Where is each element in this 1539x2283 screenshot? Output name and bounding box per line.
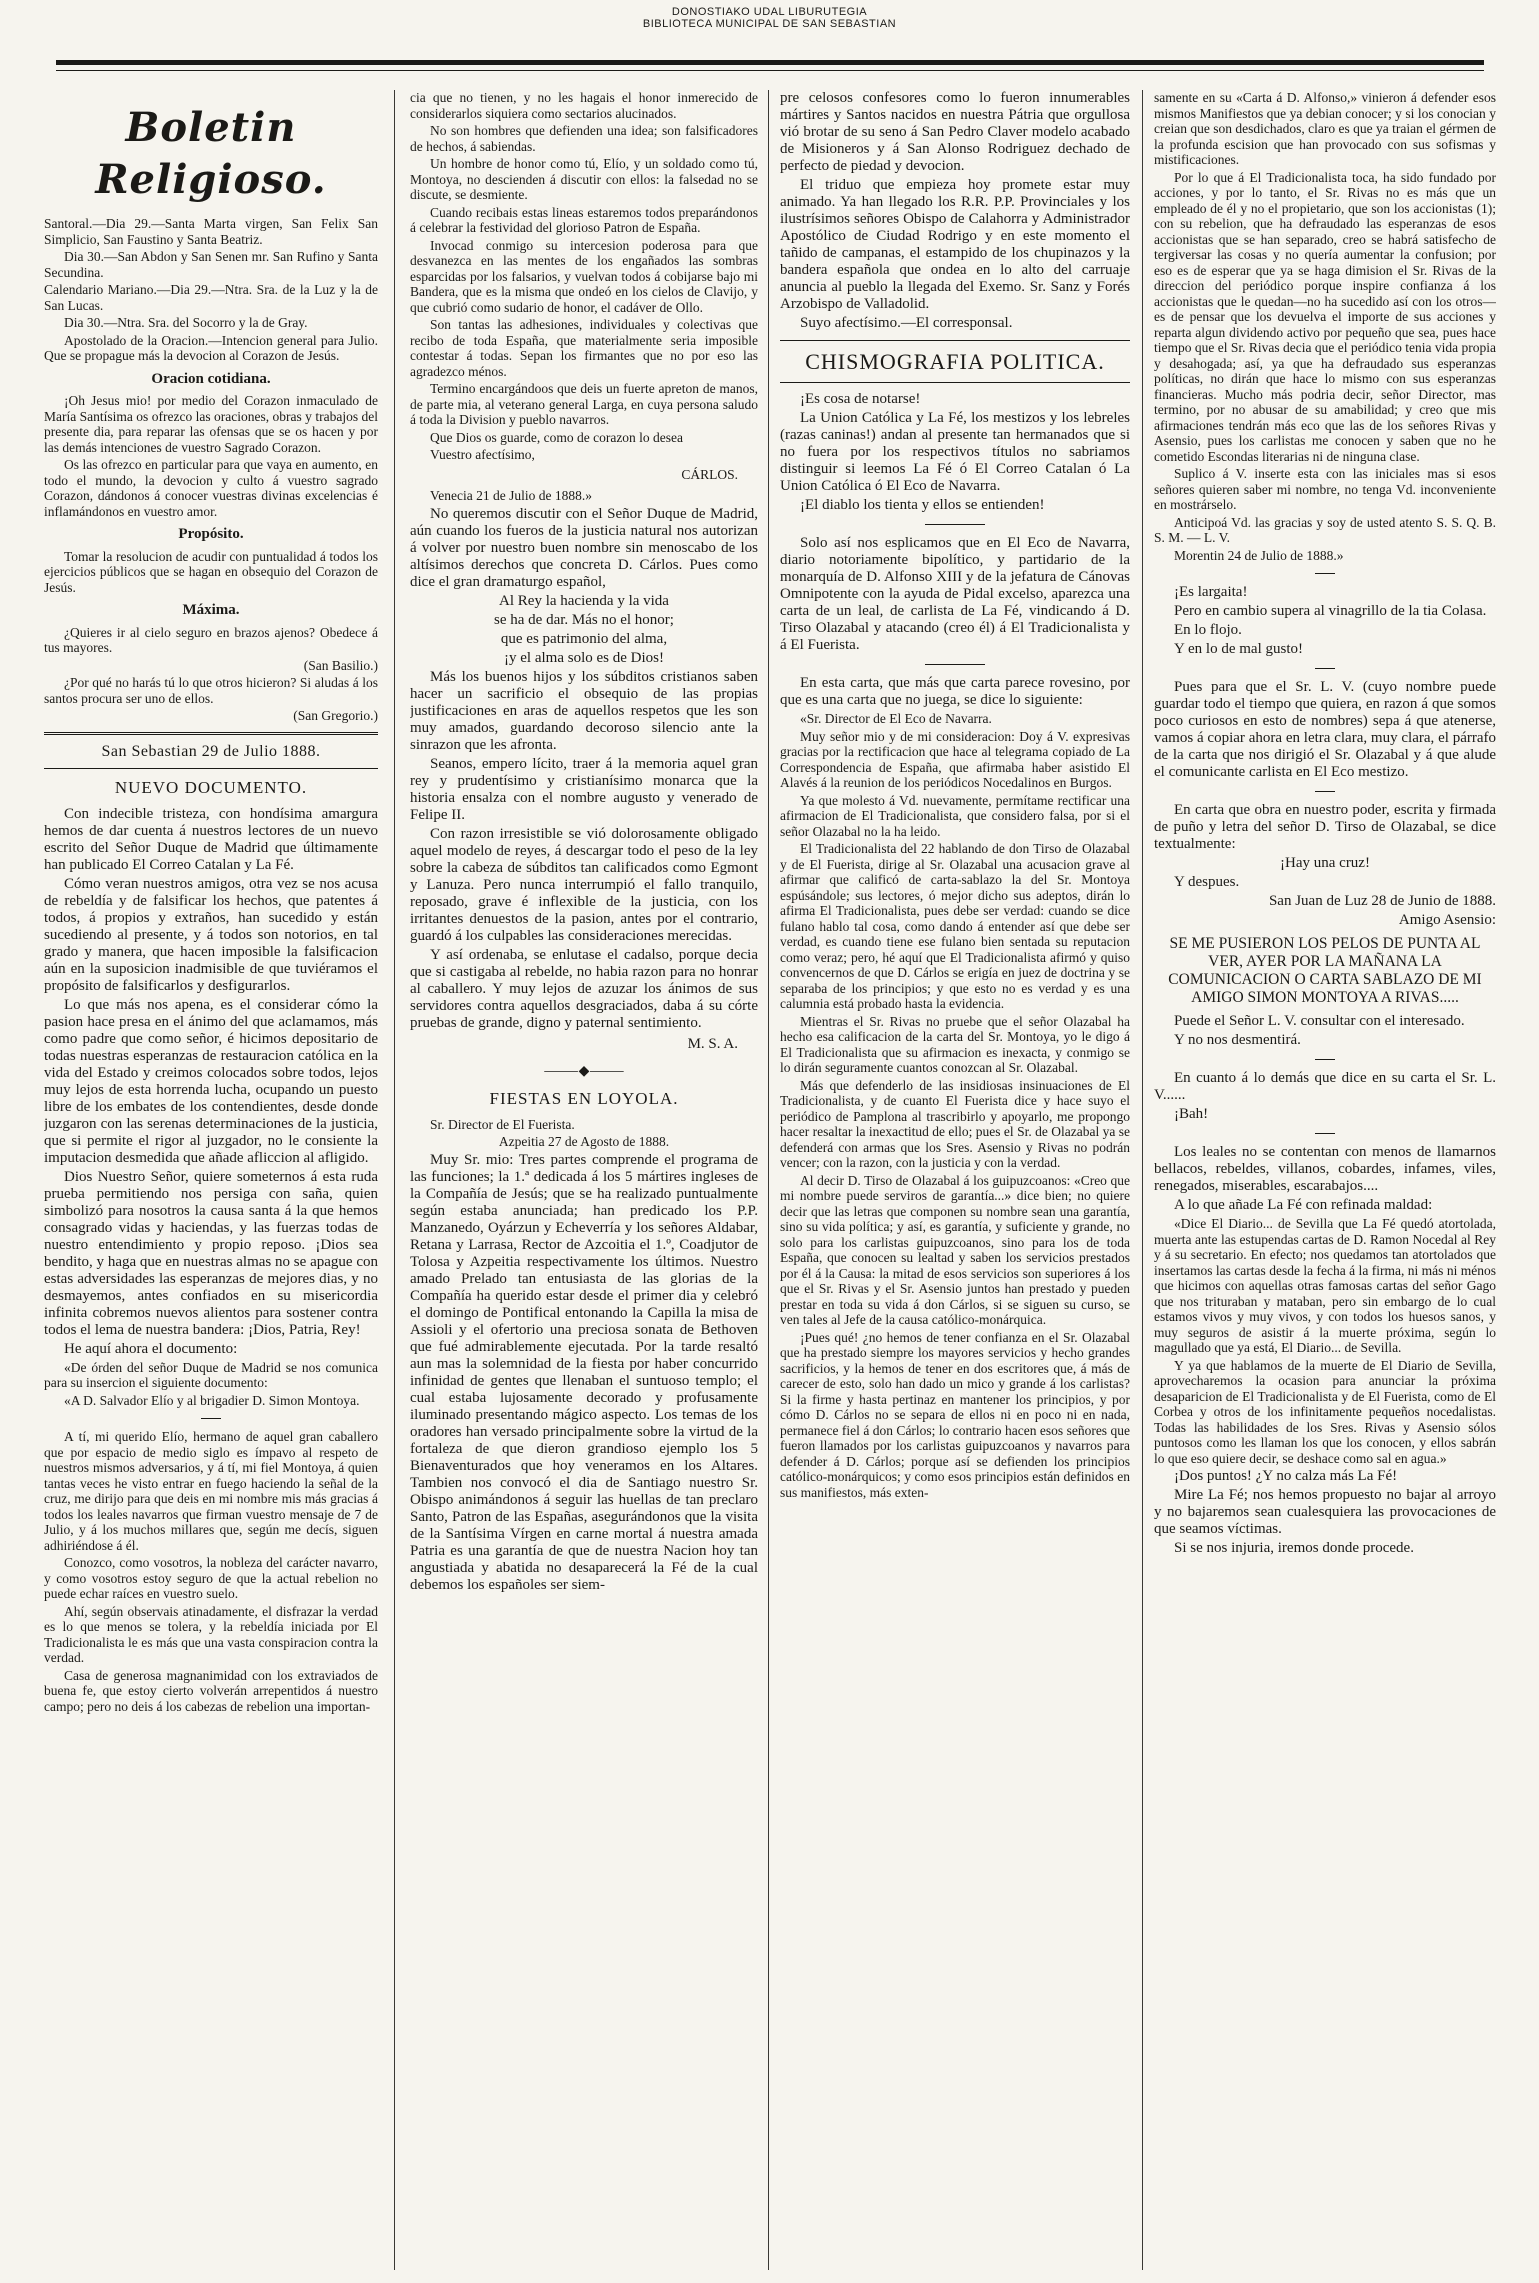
verse-3: que es patrimonio del alma,	[500, 630, 668, 647]
col3-p2: El triduo que empieza hoy promete estar muy animado. Ya han llegado los R.R. P.P. Provinciales y los ilustrísimos señores Obispo de Calahorra y Administrador Apostólico de Ciudad Rodrigo y en este momento el tañido de campanas, el estampido de los chupinazos y la bandera española que ondea en lo alto del carruaje anuncia al pueblo la llegada del Exemo. Sr. Sanz y Forés Arzobispo de Valladolid.	[780, 177, 1130, 312]
top-rule	[56, 60, 1484, 65]
doc-p6: Casa de generosa magnanimidad con los extraviados de buena fe, que estoy cierto volverán arrepentidos á nuestro campo; pero no deis á los cabezas de rebelion una importan-	[44, 1667, 378, 1714]
nuevo-p2: Cómo veran nuestros amigos, otra vez se nos acusa de rebeldía y de falsificar los hechos, que patentes á todos, á propios y extraños, han sucedido y están sucediendo al presente, y á todos son notorios, en tal grado y manera, que hacen imposible la falsificacion aún en la suposicion inadmisible de que tuviéramos el propósito de falsificarlos y desfigurarlos.	[44, 875, 378, 994]
nuevo-p4: Dios Nuestro Señor, quiere someternos á esta ruda prueba permitiendo nos persiga con saña, quien simbolizó para nosotros la causa santa á la que hemos consagrado vidas y haciendas, y las fuerzas todas de nuestro entendimiento y propio reposo. ¡Dios sea bendito, y haga que en nuestras almas no se apague con estas adversidades las esperanzas de mejores dias, y no desmayemos, antes confiados en su misericordia infinita cobremos nuevos alientos para sostener contra todos el lema de nuestra bandera: ¡Dios, Patria, Rey!	[44, 1168, 378, 1338]
dateline: San Sebastian 29 de Julio 1888.	[101, 742, 321, 760]
col4-p20: ¡Bah!	[1174, 1106, 1209, 1122]
santoral: Santoral.—Dia 29.—Santa Marta virgen, San Felix San Simplicio, San Faustino y Santa Beatriz.	[44, 216, 378, 247]
col3-p4: ¡Es cosa de notarse!	[800, 391, 921, 407]
col2-p12: Seanos, empero lícito, traer á la memoria aquel gran rey y prudentísimo y cristianísimo monarca que la historia ensalza con el nombre augusto y venerado de Felipe II.	[410, 755, 758, 823]
verse-1: Al Rey la hacienda y la vida	[499, 592, 669, 609]
section-divider	[780, 382, 1130, 383]
fiestas-p1: Muy Sr. mio: Tres partes comprende el programa de las funciones; la 1.ª dedicada á los 5 mártires ingleses de la Compañía de Jesús; que se ha realizado puntualmente según estaba anunciada; han predicado los P.P. Manzanedo, Oyárzun y Echeverría y los señores Aldabar, Retana y Larrasa, Rector de Azcoitia el 1.º, Coadjutor de Tolosa y Azpeitia respectivamente los últimos. Nuestro amado Prelado tan entusiasta de las glorias de la Compañía ha querido estar desde el primer dia y celebró el domingo de Pontifical entonando la Capilla la misa de Assioli y el ofertorio una preciosa sonata de Bethoven que fué admirablemente ejecutada. Por la tarde resaltó aun mas la solemnidad de la fiesta por haber concurrido infinidad de gentes que llenaban el suntuoso templo; el cual estaba lujosamente decorado y profusamente iluminado presentando mágico aspecto. Los temas de los oradores han versado principalmente sobre la virtud de la fortaleza de que dieron grandioso ejemplo los 5 Bienaventurados que hoy veneramos en los Altares. Tambien nos convocó el dia de Santiago nuestro Sr. Obispo animándonos á seguir las huellas de tan preclaro Santo, Patron de las Españas, asegurándonos que la visita de la Santísima Vírgen en carne mortal á nuestra amada Patria es una garantía de que de nuestra Nacion hoy tan angustiada y abatida no desaparecerá la Fé de la cual debemos los españoles ser siem-	[410, 1151, 758, 1593]
fiestas-title: FIESTAS EN LOYOLA.	[489, 1088, 679, 1108]
column-separator	[394, 90, 395, 2270]
doc-p3: A tí, mi querido Elío, hermano de aquel gran caballero que por espacio de medio siglo es ímpavo al respeto de nuestros mismos adversarios, y á tí, mi fiel Montoya, á quien tantas veces he visto entrar en fuego haciendo la señal de la cruz, me dirijo para que deis en mi nombre mis más gracias á todos los leales navarros que firman vuestro mensaje de 7 de Julio, y á los muchos millares que, según me decís, siguen adhiriéndose á él.	[44, 1429, 378, 1553]
ornament-divider: ⸻◆⸻	[543, 1063, 625, 1079]
col4-p13: Y despues.	[1174, 874, 1240, 890]
apostolado: Apostolado de la Oracion.—Intencion general para Julio. Que se propague más la devocion al Corazon de Jesús.	[44, 332, 378, 363]
col4-p23: «Dice El Diario... de Sevilla que La Fé quedó atortolada, muerta ante las estupendas cartas de D. Ramon Nocedal al Rey y á su secretario. En efecto; nos quedamos tan atortolados que insertamos las cartas desde la fecha á la firma, ni más ni ménos que hicimos con aquellas otras famosas cartas del señor Gago que nos trituraban y mataban, pero sin embargo de lo cual estamos vivos y muy vivos, y con todos los huesos sanos, y muy seguros de asistir á la muerte próxima, según lo magullado que ya está, El Diario... de Sevilla.	[1154, 1216, 1496, 1355]
calendario-mariano: Calendario Mariano.—Dia 29.—Ntra. Sra. de la Luz y la de San Lucas.	[44, 282, 378, 313]
col3-p14: Más que defenderlo de las insidiosas insinuaciones de El Tradicionalista, y de cuanto El Fuerista dice y hace suyo el periódico de Pamplona al trascribirlo y apoyarlo, me propongo hacer resaltar la inexactitud de ello; pues el Sr. de Olazabal ya se defenderá con armas que los Sres. Asensio y Rivas no podrán vencer; con la razon, con la justicia y con la verdad.	[780, 1077, 1130, 1170]
maxima-q1: ¿Quieres ir al cielo seguro en brazos ajenos? Obedece á tus mayores.	[44, 624, 378, 655]
col4-p12: ¡Hay una cruz!	[1280, 855, 1370, 871]
short-divider	[1315, 1059, 1335, 1060]
col3-p9: «Sr. Director de El Eco de Navarra.	[800, 711, 992, 726]
col4-p10: Pues para que el Sr. L. V. (cuyo nombre puede guardar todo el tiempo que quiera, en razon á que somos poco curiosos en esto de nombres) sepa á que atenerse, vamos á copiar ahora en letra clara, muy clara, el párrafo de la carta que nos dirigió el Sr. Olazabal y á que alude el comunicante carlista en El Eco mestizo.	[1154, 679, 1496, 780]
col4-p19: En cuanto á lo demás que dice en su carta el Sr. L. V......	[1154, 1070, 1496, 1103]
col3-p3: Suyo afectísimo.—El corresponsal.	[800, 315, 1013, 331]
col2-initials: M. S. A.	[687, 1035, 738, 1052]
col2-p11: Más los buenos hijos y los súbditos cristianos saben hacer un sacrificio el obsequio de las propias justificaciones en aras de aquellos respetos que les son muy amados, guardando decoroso silencio ante la sinrazon que les afronta.	[410, 668, 758, 753]
maxima-q2: ¿Por qué no harás tú lo que otros hicieron? Si aludas á los santos procura ser uno de ellos.	[44, 675, 378, 706]
nuevo-p5: He aquí ahora el documento:	[64, 1340, 238, 1357]
col4-p25: ¡Dos puntos! ¿Y no calza más La Fé!	[1174, 1468, 1398, 1484]
col2-p2: No son hombres que defienden una idea; son falsificadores de hechos, á sabiendas.	[410, 123, 758, 154]
column-separator	[1142, 90, 1143, 2270]
doc-p1: «De órden del señor Duque de Madrid se nos comunica para su insercion el siguiente documento:	[44, 1359, 378, 1390]
col2-p1: cia que no tienen, y no les hagais el honor inmerecido de considerarlos siquiera como sectarios alucinados.	[410, 90, 758, 121]
fiestas-date: Azpeitia 27 de Agosto de 1888.	[498, 1134, 670, 1149]
col2-p5: Invocad conmigo su intercesion poderosa para que desvanezca en las mentes de los engañados las sombras esparcidas por los falsarios, y vuelvan todos á cobijarse bajo mi Bandera, que es la misma que ondeó en los cielos de Clavijo, y que cubrió como sudario de honor, el cadáver de Ollo.	[410, 237, 758, 315]
col3-p15: Al decir D. Tirso de Olazabal á los guipuzcoanos: «Creo que mi nombre puede serviros de garantía...» dice bien; no quiere decir que las letras que componen su nombre sean una garantía, sino su vida política; y así, es garantía, y suficiente y grande, no solo para los carlistas guipuzcoanos, sino para los de toda España, que conocen su lealtad y saben los servicios prestados por él á la Causa: la mitad de esos servicios son superiores á los que el Sr. Rivas y el Sr. Asensio juntos han prestado y pueden prestar en toda su vida á don Cárlos, si se siguen su curso, se ven tales al Jefe de la causa católico-monárquica.	[780, 1172, 1130, 1327]
proposito: Tomar la resolucion de acudir con puntualidad á todos los ejercicios públicos que se hagan en obsequio del Corazon de Jesús.	[44, 548, 378, 595]
short-divider	[1315, 668, 1335, 669]
col3-p6: ¡El diablo los tienta y ellos se entienden!	[800, 497, 1045, 513]
col2-p7: Termino encargándoos que deis un fuerte apreton de manos, de parte mia, al veterano general Larga, en cuya persona saludo á toda la Division y pueblo navarros.	[410, 381, 758, 427]
proposito-title: Propósito.	[178, 526, 244, 542]
short-divider	[1315, 1133, 1335, 1134]
col3-p12: El Tradicionalista del 22 hablando de don Tirso de Olazabal y de El Fuerista, dirige al Sr. Olazabal una acusacion grave al afirmar que calificó de carta-sablazo la del Sr. Montoya espúsándole; sus lectores, ó mejor dicho sus adeptos, dirán lo afirma El Tradicionalista, pues debe ser verdad: cuando se dice fulano hablo tal cosa, como dando á entender así que debe ser verdad, es cuando tiene ese fulano bien sentada su reputacion como veraz; pero, hé aquí que El Tradicionalista afirmó y quiso convencernos de que D. Cárlos se erigía en juez de doctrina y se separaba de los principios; y que esto no es verdad y es una calumnia está probado hasta la evidencia.	[780, 841, 1130, 1011]
oracion-title: Oracion cotidiana.	[151, 370, 271, 387]
section-divider	[44, 732, 378, 735]
col3-p11: Ya que molesto á Vd. nuevamente, permítame rectificar una afirmacion de El Tradicionalista, que considero falsa, por si el señor Olazabal no la ha leido.	[780, 792, 1130, 839]
col2-signature: CÁRLOS.	[681, 466, 738, 482]
col4-p16: SE ME PUSIERON LOS PELOS DE PUNTA AL VER, AYER POR LA MAÑANA LA COMUNICACION O CARTA SABLAZO DE MI AMIGO SIMON MONTOYA A RIVAS.....	[1168, 935, 1482, 1006]
library-header-line1: DONOSTIAKO UDAL LIBURUTEGIA	[671, 6, 868, 18]
nuevo-p1: Con indecible tristeza, con hondísima amargura hemos de dar cuenta á nuestros lectores de un nuevo escrito del Señor Duque de Madrid que últimamente han publicado El Correo Catalan y La Fé.	[44, 805, 378, 873]
col4-p24: Y ya que hablamos de la muerte de El Diario de Sevilla, aprovecharemos la ocasion para anunciar la próxima desaparicion de El Tradicionalista y de El Fuerista, como de El Corbea y otros de los infinitamente pequeños nocedalistas. Todas las habilidades de los Sres. Rivas y Asensio sólos puntosos como les llaman los que los conocen, y ellos sabrán lo que eso quiere decir, se deshace como sal en agua.»	[1154, 1357, 1496, 1466]
dia30: Dia 30.—San Abdon y San Senen mr. San Rufino y Santa Secundina.	[44, 249, 378, 280]
oracion-p2: Os las ofrezco en particular para que vaya en aumento, en todo el mundo, la devocion y culto á vuestro sagrado Corazon, dándonos á conocer vuestras divinas excelencias é inflamándonos en vuestro amor.	[44, 457, 378, 519]
col2-p8: Que Dios os guarde, como de corazon lo desea	[430, 429, 684, 445]
doc-p5: Ahí, según observais atinadamente, el disfrazar la verdad es lo que menos se tolera, y la rebeldía iniciada por El Tradicionalista le es más que una vasta conspiracion contra la verdad.	[44, 1603, 378, 1665]
col2-p9: Vuestro afectísimo,	[430, 447, 535, 462]
col4-p1: samente en su «Carta á D. Alfonso,» vinieron á defender esos mismos Manifiestos que ya debian conocer; y si los conocian y creian que son desdichados, claro es que ya traian el gérmen de la profunda escision que han provocado con sus sofismas y mistificaciones.	[1154, 90, 1496, 167]
col3-p5: La Union Católica y La Fé, los mestizos y los lebreles (razas caninas!) andan al presente tan hermanados que si no fuera por los respectivos títulos no sabriamos distinguir si leemos La Fé ó El Correo Catalan ó La Union Católica ó El Eco de Navarra.	[780, 410, 1130, 494]
doc-p4: Conozco, como vosotros, la nobleza del carácter navarro, y como vosotros estoy seguro de que la actual rebelion no puede echar raíces en vuestro suelo.	[44, 1555, 378, 1601]
col4-p2: Por lo que á El Tradicionalista toca, ha sido fundado por acciones, y por lo tanto, el Sr. Rivas no es más que un empleado de él y no el propietario, que son los accionistas (1); con su rebelion, que ha defraudado las esperanzas de esos accionistas que se han separado, creo se habrá satisfecho de tergiversar las cosas y no quería aumentar la confusion; por eso es de esperar que ya se haga dimision el Sr. Rivas de la direccion del periódico porque inspire confianza á los accionistas que le quedan—no ha sucedido así con los otros—es de pensar que los devuelva el importe de sus acciones y reparta algun dividendo activo por pequeño que sea, pues hace tiempo que el Sr. Rivas decia que el periódico tenia vida propia y desahogada; así, ya que ha defraudado sus esperanzas políticas, no dirán que hace lo mismo con sus esperanzas financieras. Mucho más podria decir, señor Director, mas termino, por no abusar de su amabilidad; y creo que mis afirmaciones tendrán más eco que las de los señores Rivas y Asensio, pues los carlistas me conocen y saben que no he cometido Escondas literarias ni de ninguna clase.	[1154, 169, 1496, 464]
col4-p3: Suplico á V. inserte esta con las iniciales mas si esos señores quieren saber mi nombre, no tenga Vd. inconveniente en mostrárselo.	[1154, 466, 1496, 512]
section-divider	[44, 768, 378, 769]
col3-p1: pre celosos confesores como lo fueron innumerables mártires y Santos nacidos en nuestra Pátria que orgullosa vió brotar de su seno á San Pedro Claver modelo acabado de Misioneros y á San Alonso Rodriguez dechado de perfecto de piedad y devocion.	[780, 90, 1130, 174]
col4-p18: Y no nos desmentirá.	[1174, 1032, 1301, 1048]
maxima-a2: (San Gregorio.)	[293, 708, 378, 723]
short-divider	[201, 1418, 221, 1419]
library-header-line2: BIBLIOTECA MUNICIPAL DE SAN SEBASTIAN	[642, 18, 897, 30]
col2-p10: No queremos discutir con el Señor Duque de Madrid, aún cuando los fueros de la justicia natural nos autorizan á volver por nuestro buen nombre sin menoscabo de los altísimos derechos que concreta D. Cárlos. Pues como dice el gran dramaturgo español,	[410, 505, 758, 590]
col4-p7: Pero en cambio supera al vinagrillo de la tia Colasa.	[1174, 603, 1487, 619]
nuevo-documento-title: NUEVO DOCUMENTO.	[114, 777, 308, 797]
col3-p7: Solo así nos esplicamos que en El Eco de Navarra, diario notoriamente bipolítico, y partidario de la monarquía de D. Alfonso XIII y de la jefatura de Cánovas Omnipotente con la ayuda de Pidal excelso, aparezca una carta de un leal, de carlista de La Fé, vindicando á D. Tirso Olazabal y atacando (creo él) á El Tradicionalista y á El Fuerista.	[780, 535, 1130, 653]
col4-p21: Los leales no se contentan con menos de llamarnos bellacos, rebeldes, villanos, cobardes, infames, viles, renegados, miserables, escarabajos....	[1154, 1144, 1496, 1194]
col2-p14: Y así ordenaba, se enlutase el cadalso, porque decia que si castigaba al rebelde, no habia razon para no honrar al caballero. Y muy lejos de azuzar los ánimos de sus servidores contra aquellos desgraciados, daba á su córte pruebas de grande, digno y paternal sentimiento.	[410, 946, 758, 1031]
chismografia-title: CHISMOGRAFIA POLITICA.	[805, 349, 1105, 374]
maxima-a1: (San Basilio.)	[303, 657, 378, 673]
maxima-title: Máxima.	[182, 602, 240, 618]
dia30b: Dia 30.—Ntra. Sra. del Socorro y la de Gray.	[64, 315, 308, 330]
col4-p15: Amigo Asensio:	[1398, 912, 1496, 928]
oracion-p1: ¡Oh Jesus mio! por medio del Corazon inmaculado de María Santísima os ofrezco las oraciones, obras y trabajos del presente dia, para reparar las ofensas que se os hacen y por las demás intenciones de vuestro Sagrado Corazon.	[44, 393, 378, 455]
column-separator	[768, 90, 769, 2270]
column-3	[780, 90, 1130, 2268]
col3-p8: En esta carta, que más que carta parece rovesino, por que es una carta que no juega, se dice lo siguiente:	[780, 675, 1130, 708]
fiestas-to: Sr. Director de El Fuerista.	[430, 1116, 575, 1132]
library-header	[0, 6, 1539, 30]
short-divider	[925, 524, 985, 525]
col2-date: Venecia 21 de Julio de 1888.»	[430, 488, 592, 503]
col3-p16: ¡Pues qué! ¿no hemos de tener confianza en el Sr. Olazabal que ha prestado siempre los mayores servicios y hecho grandes sacrificios, y la hemos de tener en dos escritores que, á más de carecer de esto, solo han dado un mico y grande á los carlistas? Si la firme y hasta pertinaz en mantener los principios, y por cómo D. Cárlos no se separa de ellos ni en poco ni en nada, permanece fiel á don Cárlos; lo contrario hacen esos señores que fueron llamados por los carlistas guipuzcoanos y navarros para defender á D. Cárlos; porque así se defienden los principios católico-monárquicos; y como esos principios están definidos en sus manifiestos, más exten-	[780, 1329, 1130, 1500]
doc-p2: «A D. Salvador Elío y al brigadier D. Simon Montoya.	[64, 1392, 360, 1408]
col4-p26: Mire La Fé; nos hemos propuesto no bajar al arroyo y no bajaremos sean cualesquiera las provocaciones de que seamos víctimas.	[1154, 1487, 1496, 1537]
masthead: Boletin Religioso.	[95, 104, 327, 203]
col3-p10: Muy señor mio y de mi consideracion: Doy á V. expresivas gracias por la rectificacion que hace al telegrama copiado de La Correspondencia de España, que afirmaba haber asistido El Alavés á la reunion de los periódicos Nocedalinos en Burgos.	[780, 728, 1130, 790]
nuevo-p3: Lo que más nos apena, es el considerar cómo la pasion hace presa en el ánimo del que aclamamos, más como padre que como señor, é hicimos depositario de todas nuestras esperanzas de restauracion católica en la vida del Estado y creimos colocados sobre todos, lejos muy lejos de esta horrenda lucha, ocupando un puesto libre de los embates de los contendientes, desde donde juzgaron con las serenas determinaciones de la justicia, que si permite el rigor al juzgador, no le consiente la imputacion desmedida que añade afliccion al afligido.	[44, 996, 378, 1166]
col4-p9: Y en lo de mal gusto!	[1174, 641, 1304, 657]
short-divider	[925, 664, 985, 665]
col4-p27: Si se nos injuria, iremos donde procede.	[1174, 1540, 1414, 1556]
col2-p6: Son tantas las adhesiones, individuales y colectivas que recibo de toda España, que materialmente seria imposible contestar á todas. Sepan los firmantes que no por eso las agradezco ménos.	[410, 317, 758, 379]
column-1	[44, 90, 378, 2268]
col4-p8: En lo flojo.	[1174, 622, 1242, 638]
col4-p17: Puede el Señor L. V. consultar con el interesado.	[1174, 1013, 1465, 1029]
verse-4: ¡y el alma solo es de Dios!	[504, 649, 664, 666]
top-rule-thin	[56, 70, 1484, 71]
col4-p22: A lo que añade La Fé con refinada maldad:	[1174, 1197, 1433, 1213]
short-divider	[1315, 573, 1335, 574]
col2-p3: Un hombre de honor como tú, Elío, y un soldado como tú, Montoya, no descienden á discutir con ellos: la falsedad no se discute, se desmiente.	[410, 156, 758, 202]
verse-2: se ha de dar. Más no el honor;	[494, 611, 674, 628]
short-divider	[1315, 791, 1335, 792]
col4-p4: Anticipoá Vd. las gracias y soy de usted atento S. S. Q. B. S. M. — L. V.	[1154, 514, 1496, 545]
col4-p6: ¡Es largaita!	[1174, 584, 1248, 600]
col4-p14: San Juan de Luz 28 de Junio de 1888.	[1268, 893, 1496, 909]
section-divider	[780, 340, 1130, 341]
col2-p4: Cuando recibais estas lineas estaremos todos preparándonos á celebrar la festividad del glorioso Patron de España.	[410, 204, 758, 235]
column-2	[410, 90, 758, 2268]
col4-p5: Morentin 24 de Julio de 1888.»	[1174, 547, 1344, 563]
col4-p11: En carta que obra en nuestro poder, escrita y firmada de puño y letra del señor D. Tirso de Olazabal, se dice textualmente:	[1154, 802, 1496, 852]
column-4	[1154, 90, 1496, 2268]
col2-p13: Con razon irresistible se vió dolorosamente obligado aquel modelo de reyes, á descargar todo el peso de la ley sobre la cabeza de súbditos tan calificados como Egmont y Lanuza. Pero nunca interrumpió el fallo tranquilo, reposado, grave é inflexible de la justicia, con los irritantes denuestos de la pasion, antes por el contrario, guardó á los culpables las consideraciones merecidas.	[410, 825, 758, 944]
col3-p13: Mientras el Sr. Rivas no pruebe que el señor Olazabal ha hecho esa calificacion de la carta del Sr. Montoya, yo le digo á El Tradicionalista que su afirmacion es inexacta, y conmigo se lo dirán seguramente cuantos conozcan al Sr. Olazabal.	[780, 1013, 1130, 1075]
